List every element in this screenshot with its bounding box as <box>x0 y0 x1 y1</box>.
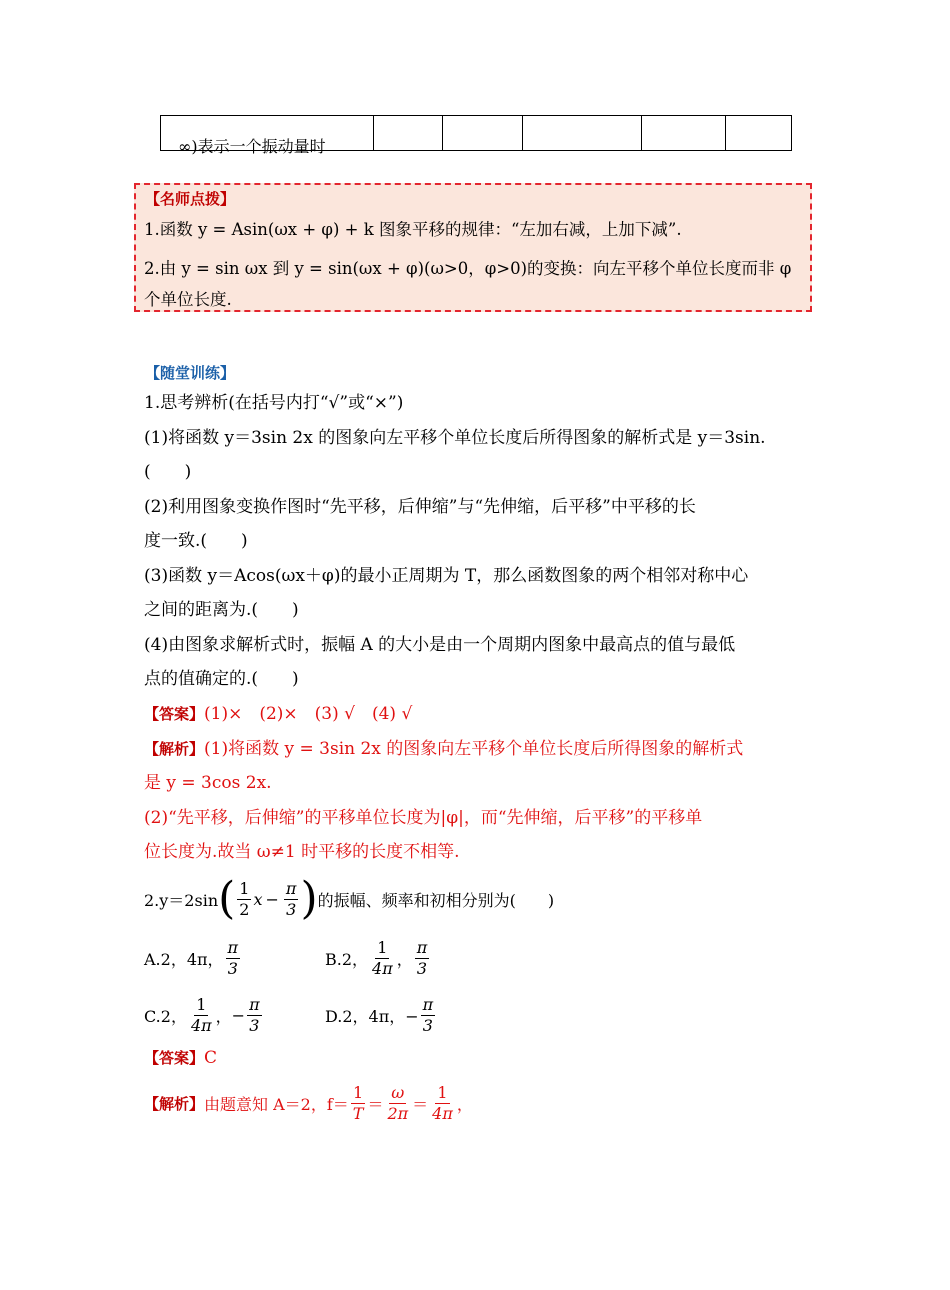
q2-paren-close: ) <box>300 873 318 924</box>
analysis-2-tag: 【解析】 <box>144 1094 205 1113</box>
analysis-2-text: 由题意知 A＝2，f＝ <box>204 1094 349 1114</box>
tip-line-1: 1.函数 y = Asin(ωx + φ) + k 图象平移的规律：“左加右减，上加下减”. <box>144 220 682 239</box>
q2-minus: − <box>265 889 279 909</box>
q2-frac-half: $\frac{1}{2}$ <box>239 878 250 919</box>
q2-paren-open: ( <box>218 873 236 924</box>
option-d-frac: $\frac{\pi}{3}$ <box>422 994 434 1035</box>
option-d <box>325 993 437 1037</box>
q2-prefix: 2.y＝2sin <box>144 890 219 910</box>
table-cell-divider <box>725 116 726 150</box>
option-b-frac-1: $\frac{1}{4\pi}$ <box>372 937 393 978</box>
table-cell-divider <box>522 116 523 150</box>
option-d-label: D.2，4π，− <box>325 1006 419 1026</box>
analysis-tag: 【解析】 <box>144 740 205 758</box>
option-c <box>144 993 264 1037</box>
option-c-frac-2: $\frac{\pi}{3}$ <box>249 994 260 1035</box>
table-cell-divider <box>373 116 374 150</box>
analysis-1c: (2)“先平移，后伸缩”的平移单位长度为|φ|，而“先伸缩，后平移”的平移单 <box>144 808 703 828</box>
tip-box <box>134 183 812 312</box>
analysis-1b: 是 y = 3cos 2x. <box>144 773 272 793</box>
q2-suffix: 的振幅、频率和初相分别为( ) <box>317 890 555 910</box>
option-b <box>325 936 431 980</box>
option-a-frac: $\frac{\pi}{3}$ <box>227 937 239 978</box>
analysis-2-frac-1T: $\frac{1}{T}$ <box>352 1082 364 1123</box>
q1-item-1a: (1)将函数 y＝3sin 2x 的图象向左平移个单位长度后所得图象的解析式是 y＝3sin. <box>144 428 766 448</box>
practice-tag: 【随堂训练】 <box>145 364 236 382</box>
option-a <box>144 936 242 980</box>
option-c-frac-1: $\frac{1}{4\pi}$ <box>190 994 212 1035</box>
q1-item-4b: 点的值确定的.( ) <box>144 669 299 689</box>
q1-item-2a: (2)利用图象变换作图时“先平移，后伸缩”与“先伸缩，后平移”中平移的长 <box>144 497 696 517</box>
q1-item-2b: 度一致.( ) <box>144 531 248 551</box>
option-b-comma: ， <box>396 949 413 969</box>
q2-frac-pi3: $\frac{\pi}{3}$ <box>285 878 297 919</box>
option-c-comma: ， <box>215 1006 232 1026</box>
analysis-2-frac-omega: $\frac{\omega}{2\pi}$ <box>387 1082 409 1123</box>
q1-item-1b: ( ) <box>144 462 192 482</box>
table-cell-divider <box>641 116 642 150</box>
option-b-label: B.2， <box>325 949 369 969</box>
analysis-1d: 位长度为.故当 ω≠1 时平移的长度不相等. <box>144 842 460 862</box>
analysis-1a <box>144 737 743 761</box>
tip-line-2: 2.由 y = sin ωx 到 y = sin(ωx + φ)(ω>0，φ>0)的变换：向左平移个单位长度而非 φ <box>144 259 792 278</box>
q1-item-3a: (3)函数 y＝Acos(ωx＋φ)的最小正周期为 T，那么函数图象的两个相邻对称中心 <box>144 566 749 586</box>
answer-2-tag: 【答案】 <box>144 1049 205 1067</box>
option-b-frac-2: $\frac{\pi}{3}$ <box>416 937 428 978</box>
answer-1-text: (1)× (2)× (3) √ (4) √ <box>204 704 413 724</box>
option-a-label: A.2，4π， <box>144 949 224 969</box>
answer-2-text: C <box>204 1048 218 1068</box>
option-c-label: C.2， <box>144 1006 187 1026</box>
analysis-2-eq-1: ＝ <box>367 1094 384 1114</box>
tip-tag: 【名师点拨】 <box>145 190 236 208</box>
analysis-2 <box>144 1080 473 1126</box>
answer-tag: 【答案】 <box>144 705 205 723</box>
analysis-2-eq-2: ＝ <box>412 1094 429 1114</box>
table-cell-divider <box>442 116 443 150</box>
q1-item-4a: (4)由图象求解析式时，振幅 A 的大小是由一个周期内图象中最高点的值与最低 <box>144 635 736 655</box>
q1-item-3b: 之间的距离为.( ) <box>144 600 299 620</box>
option-c-neg: − <box>231 1005 246 1025</box>
analysis-2-frac-1-4pi: $\frac{1}{4\pi}$ <box>432 1082 453 1123</box>
q2-stem <box>144 872 554 926</box>
q1-title: 1.思考辨析(在括号内打“√”或“×”) <box>144 393 404 413</box>
answer-1 <box>144 702 412 726</box>
answer-2 <box>144 1046 217 1070</box>
table-cell-text: ∞)表示一个振动量时 <box>178 137 326 156</box>
tip-line-3: 个单位长度. <box>144 290 232 309</box>
analysis-2-end: ， <box>456 1094 473 1114</box>
analysis-1a-text: (1)将函数 y = 3sin 2x 的图象向左平移个单位长度后所得图象的解析式 <box>204 739 744 759</box>
q2-x: x <box>253 889 263 909</box>
